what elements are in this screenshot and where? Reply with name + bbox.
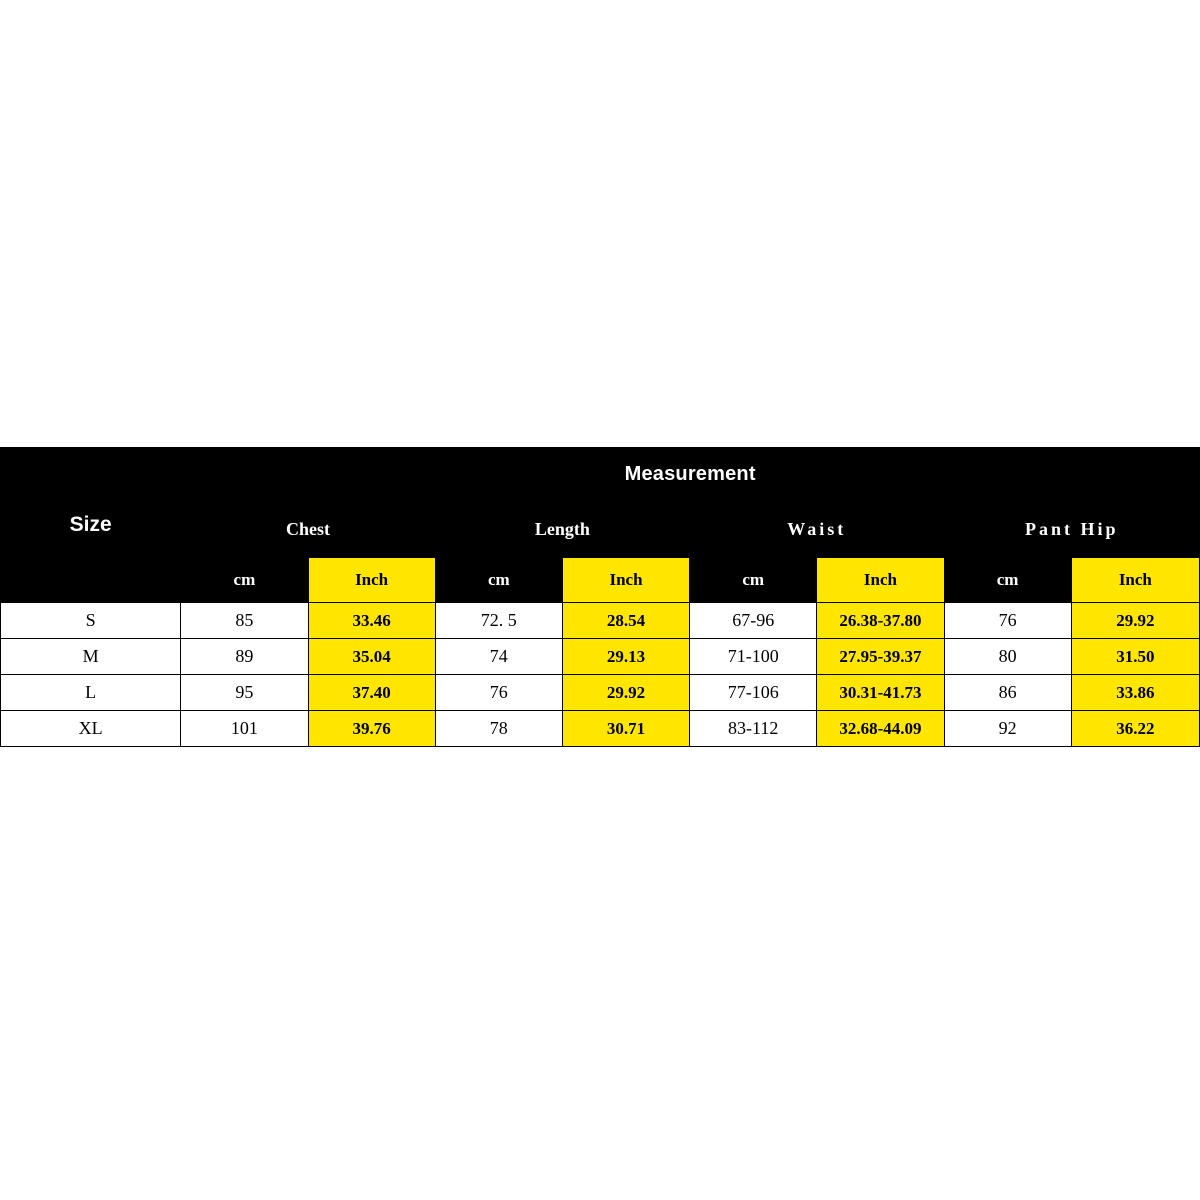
table-header-row-measurement: [1, 448, 1200, 501]
table-header-row-groups: [1, 501, 1200, 558]
row-waist-inch: 32.68-44.09: [817, 711, 944, 747]
row-waist-inch: 27.95-39.37: [817, 639, 944, 675]
row-hip-inch: 33.86: [1071, 675, 1199, 711]
unit-header-hip-cm: cm: [944, 558, 1071, 603]
row-chest-cm: 95: [181, 675, 308, 711]
row-waist-cm: 83-112: [690, 711, 817, 747]
row-chest-inch: 39.76: [308, 711, 435, 747]
table-row: [1, 675, 1200, 711]
row-hip-cm: 86: [944, 675, 1071, 711]
row-waist-inch: 26.38-37.80: [817, 603, 944, 639]
row-length-inch: 28.54: [562, 603, 689, 639]
row-waist-cm: 71-100: [690, 639, 817, 675]
unit-header-length-cm: cm: [435, 558, 562, 603]
row-waist-cm: 67-96: [690, 603, 817, 639]
row-length-inch: 29.13: [562, 639, 689, 675]
measurement-header-cell: Measurement: [181, 448, 1200, 501]
row-chest-inch: 35.04: [308, 639, 435, 675]
row-chest-inch: 33.46: [308, 603, 435, 639]
unit-header-waist-cm: cm: [690, 558, 817, 603]
row-hip-inch: 29.92: [1071, 603, 1199, 639]
row-length-cm: 74: [435, 639, 562, 675]
row-size: XL: [1, 711, 181, 747]
unit-header-length-inch: Inch: [562, 558, 689, 603]
unit-header-hip-inch: Inch: [1071, 558, 1199, 603]
group-header-pant-hip: Pant Hip: [944, 501, 1199, 558]
group-header-chest: Chest: [181, 501, 435, 558]
table-row: [1, 711, 1200, 747]
row-chest-cm: 85: [181, 603, 308, 639]
row-chest-cm: 101: [181, 711, 308, 747]
row-size: L: [1, 675, 181, 711]
unit-header-waist-inch: Inch: [817, 558, 944, 603]
row-size: S: [1, 603, 181, 639]
group-header-waist: Waist: [690, 501, 944, 558]
row-chest-inch: 37.40: [308, 675, 435, 711]
unit-header-chest-cm: cm: [181, 558, 308, 603]
table-row: [1, 603, 1200, 639]
size-header-cell: Size: [1, 448, 181, 603]
row-waist-inch: 30.31-41.73: [817, 675, 944, 711]
row-chest-cm: 89: [181, 639, 308, 675]
row-length-cm: 78: [435, 711, 562, 747]
row-length-inch: 30.71: [562, 711, 689, 747]
size-chart-table: [0, 447, 1200, 747]
group-header-length: Length: [435, 501, 689, 558]
row-hip-cm: 76: [944, 603, 1071, 639]
unit-header-chest-inch: Inch: [308, 558, 435, 603]
row-hip-cm: 92: [944, 711, 1071, 747]
table-header-row-units: [1, 558, 1200, 603]
row-waist-cm: 77-106: [690, 675, 817, 711]
row-length-inch: 29.92: [562, 675, 689, 711]
row-hip-cm: 80: [944, 639, 1071, 675]
row-size: M: [1, 639, 181, 675]
row-length-cm: 72. 5: [435, 603, 562, 639]
row-length-cm: 76: [435, 675, 562, 711]
row-hip-inch: 36.22: [1071, 711, 1199, 747]
table-row: [1, 639, 1200, 675]
row-hip-inch: 31.50: [1071, 639, 1199, 675]
